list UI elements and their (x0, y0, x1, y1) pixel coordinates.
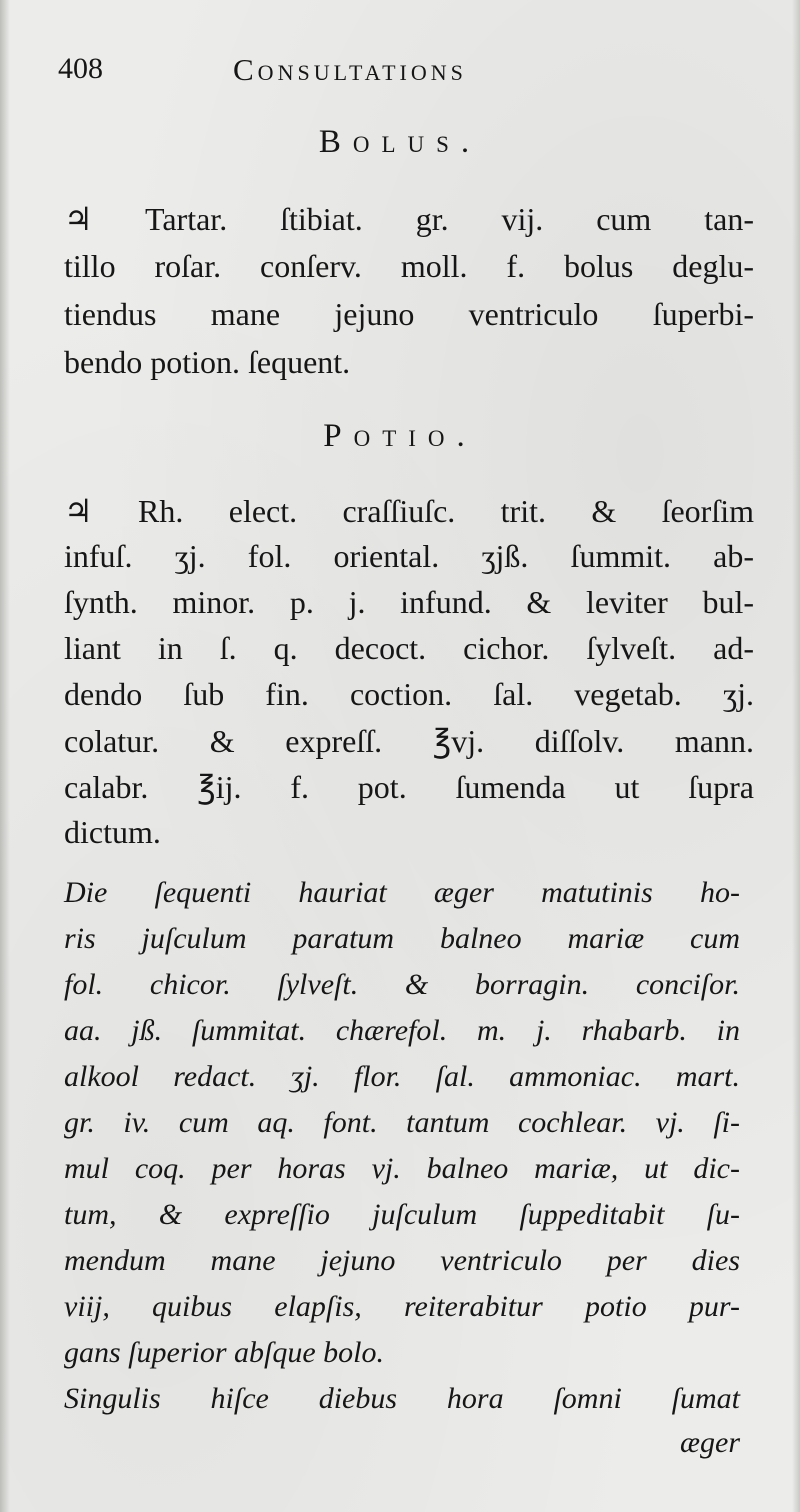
section-heading-potio: Potio. (323, 418, 477, 454)
potio-line: dendo ſub fin. coction. ſal. vegetab. ʒj. (64, 676, 754, 712)
running-title: Consultations (233, 52, 467, 87)
instruction-line: mul coq. per horas vj. balneo mariæ, ut dic- (64, 1152, 740, 1185)
potio-line: ♃ Rh. elect. craſſiuſc. trit. & ſeorſim (64, 493, 754, 529)
catchword: æger (680, 1426, 740, 1459)
bolus-line: ♃ Tartar. ſtibiat. gr. vij. cum tan- (64, 201, 754, 237)
page-edge-shadow-right (792, 0, 800, 1512)
bolus-line: tillo roſar. conſerv. moll. f. bolus deglu- (64, 248, 754, 284)
instruction-line: Die ſequenti hauriat æger matutinis ho- (64, 876, 740, 909)
instruction-line: Singulis hiſce diebus hora ſomni ſumat (64, 1382, 740, 1415)
running-header (58, 52, 618, 96)
page-number: 408 (58, 52, 103, 85)
instruction-line: alkool redact. ʒj. flor. ſal. ammoniac. mart. (64, 1060, 740, 1093)
instruction-line: viij, quibus elapſis, reiterabitur potio pur- (64, 1290, 740, 1323)
instruction-line: tum, & expreſſio juſculum ſuppeditabit ſu- (64, 1198, 740, 1231)
potio-line: liant in ſ. q. decoct. cichor. ſylveſt. ad- (64, 630, 754, 666)
bolus-line: bendo potion. ſequent. (64, 344, 351, 380)
potio-line: colatur. & expreſſ. ℥vj. diſſolv. mann. (64, 723, 754, 759)
page-edge-shadow-left (0, 0, 10, 1512)
instruction-line: aa. jß. ſummitat. chærefol. m. j. rhabarb. in (64, 1014, 740, 1047)
bolus-line: tiendus mane jejuno ventriculo ſuperbi- (64, 296, 754, 332)
instruction-line: gans ſuperior abſque bolo. (64, 1336, 384, 1369)
potio-line: dictum. (64, 814, 161, 850)
section-heading-bolus: Bolus. (318, 124, 482, 160)
instruction-line: ris juſculum paratum balneo mariæ cum (64, 922, 740, 955)
potio-line: ſynth. minor. p. j. infund. & leviter bul- (64, 584, 754, 620)
potio-line: calabr. ℥ij. f. pot. ſumenda ut ſupra (64, 769, 754, 805)
instruction-line: mendum mane jejuno ventriculo per dies (64, 1244, 740, 1277)
instruction-line: fol. chicor. ſylveſt. & borragin. conciſor. (64, 968, 740, 1001)
potio-line: infuſ. ʒj. fol. oriental. ʒjß. ſummit. ab- (64, 538, 754, 574)
instruction-line: gr. iv. cum aq. font. tantum cochlear. vj. ſi- (64, 1106, 740, 1139)
